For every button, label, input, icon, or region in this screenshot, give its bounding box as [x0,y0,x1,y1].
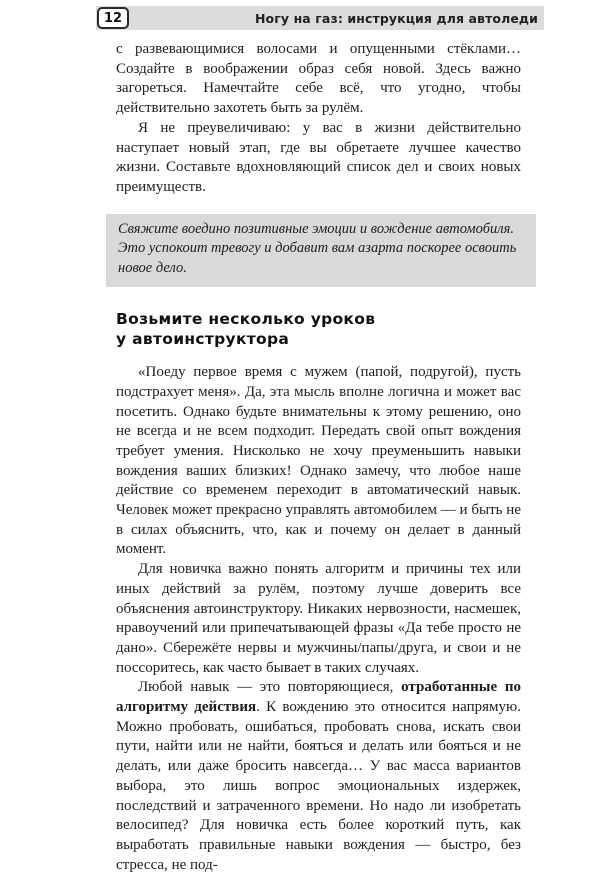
paragraph: с развевающимися волосами и опущенными стёклами… Создайте в воображении образ себя новой. Здесь важно загореться. Намечтайте себе всё, что угодно, чтобы действительно захотеть быть за рулём. [116,41,521,117]
paragraph-text: . К вождению это относится напрямую. Можно пробовать, ошибаться, пробовать снова, искать свои пути, найти или не найти, бояться и делать или бояться и не делать, или даже бросить навсегда… У вас масса вариантов выбора, это лишь вопрос эмоциональных издержек, последствий и затраченного времени. Но надо ли изобретать велосипед? Для новичка есть более короткий путь, как выработать правильные навыки вождения — быстро, без стресса, не под- [116,699,521,873]
section-heading-line: у автоинструктора [116,330,290,349]
section-heading [116,309,521,349]
paragraph: Для новичка важно понять алгоритм и причины тех или иных действий за рулём, поэтому лучше доверить все объяснения автоинструктору. Никаких нервозности, насмешек, нравоучений или припечатывающей фразы «Да тебе просто не дано». Сбережёте нервы и мужчины/папы/друга, и свои и не поссоритесь, как часто бывает в таких случаях. [116,561,521,676]
section-heading-line: Возьмите несколько уроков [116,310,376,329]
running-header [96,6,544,30]
book-title: Ногу на газ: инструкция для автоледи [254,10,538,26]
paragraph: «Поеду первое время с мужем (папой, подругой), пусть подстрахует меня». Да, эта мысль вполне логична и может вас посетить. Однако будьте внимательны к этому решению, оно не всегда и не всем подходит. Передать свой опыт вождения требует умения. Нисколько не хочу преуменьшить навыки вождения ваших близких! Однако замечу, что любое наше действие со временем переходит в автоматический навык. Человек может прекрасно управлять автомобилем — и быть не в силах объяснить, что, как и почему он делает в данный момент. [116,364,521,558]
highlight-callout: Свяжите воедино позитивные эмоции и вождение автомобиля. Это успокоит тревогу и добавит вам азарта поскорее освоить новое дело. [106,214,536,288]
bold-emphasis: отработанные по алгоритму действия [116,679,521,716]
paragraph [116,678,521,875]
page-number: 12 [97,7,129,29]
paragraph: Я не преувеличиваю: у вас в жизни действительно наступает новый этап, где вы обретаете лучшее качество жизни. Составьте вдохновляющий список дел и своих новых преимуществ. [116,119,521,195]
paragraph-text: Любой навык — это повторяющиеся, [138,679,402,696]
